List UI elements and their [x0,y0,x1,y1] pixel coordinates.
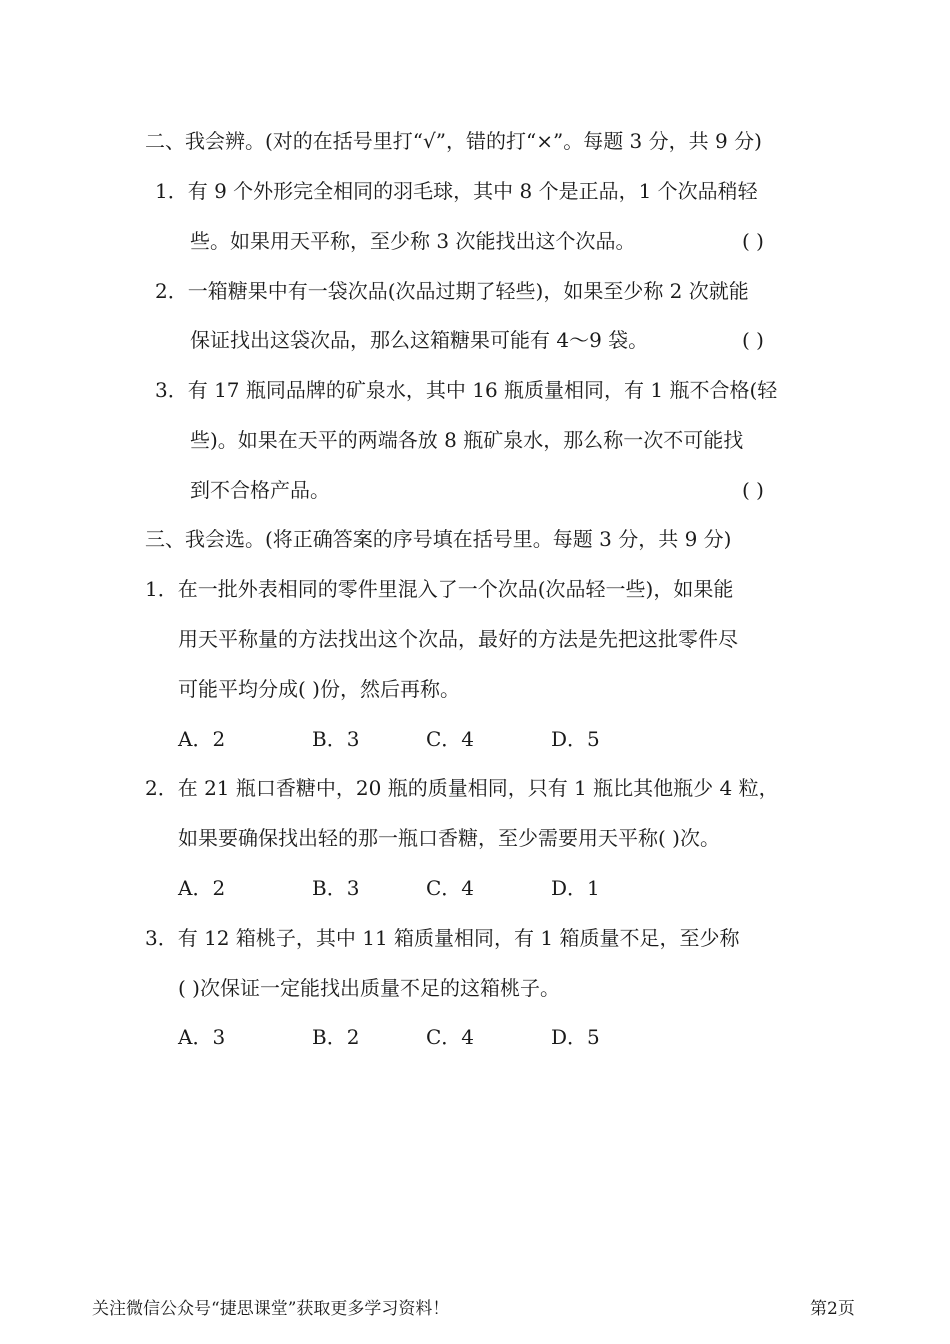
s3-q2-line2[interactable]: 如果要确保找出轻的那一瓶口香糖，至少需要用天平称( )次。 [178,826,720,850]
s2-q2-answer-paren[interactable]: ( ) [742,328,764,352]
s2-q3-line2: 些)。如果在天平的两端各放 8 瓶矿泉水，那么称一次不可能找 [190,428,744,452]
s2-q3-line3: 到不合格产品。 [190,478,330,502]
s2-q2-line2: 保证找出这袋次品，那么这箱糖果可能有 4～9 袋。 [190,328,649,352]
s3-q2-option-a[interactable]: A．2 [178,876,226,900]
s3-q2-option-d[interactable]: D．1 [551,876,600,900]
s3-q1-line1: 1．在一批外表相同的零件里混入了一个次品(次品轻一些)，如果能 [145,577,734,601]
s3-q1-line2: 用天平称量的方法找出这个次品，最好的方法是先把这批零件尽 [178,627,738,651]
page-number: 第2页 [810,1299,855,1319]
section2-heading: 二、我会辨。(对的在括号里打“√”，错的打“×”。每题 3 分，共 9 分) [145,129,762,153]
s3-q2-line1: 2．在 21 瓶口香糖中，20 瓶的质量相同，只有 1 瓶比其他瓶少 4 粒， [145,776,779,800]
s3-q3-option-a[interactable]: A．3 [178,1025,226,1049]
s2-q3-line1: 3．有 17 瓶同品牌的矿泉水，其中 16 瓶质量相同，有 1 瓶不合格(轻 [155,378,778,402]
s3-q3-option-d[interactable]: D．5 [551,1025,600,1049]
s3-q3-option-c[interactable]: C．4 [426,1025,475,1049]
s3-q1-option-a[interactable]: A．2 [178,727,226,751]
s3-q1-option-d[interactable]: D．5 [551,727,600,751]
s2-q1-line1: 1．有 9 个外形完全相同的羽毛球，其中 8 个是正品，1 个次品稍轻 [155,179,758,203]
s2-q1-line2: 些。如果用天平称，至少称 3 次能找出这个次品。 [190,229,636,253]
s3-q1-option-b[interactable]: B．3 [312,727,360,751]
s3-q2-option-b[interactable]: B．3 [312,876,360,900]
s3-q3-option-b[interactable]: B．2 [312,1025,360,1049]
section3-heading: 三、我会选。(将正确答案的序号填在括号里。每题 3 分，共 9 分) [145,527,732,551]
s3-q3-line1: 3．有 12 箱桃子，其中 11 箱质量相同，有 1 箱质量不足，至少称 [145,926,740,950]
s3-q3-line2[interactable]: ( )次保证一定能找出质量不足的这箱桃子。 [178,976,560,1000]
s2-q2-line1: 2．一箱糖果中有一袋次品(次品过期了轻些)，如果至少称 2 次就能 [155,279,749,303]
s3-q1-line3[interactable]: 可能平均分成( )份，然后再称。 [178,677,460,701]
footer-promo-text: 关注微信公众号“捷思课堂”获取更多学习资料！ [92,1299,450,1319]
s3-q2-option-c[interactable]: C．4 [426,876,475,900]
s2-q3-answer-paren[interactable]: ( ) [742,478,764,502]
s3-q1-option-c[interactable]: C．4 [426,727,475,751]
s2-q1-answer-paren[interactable]: ( ) [742,229,764,253]
